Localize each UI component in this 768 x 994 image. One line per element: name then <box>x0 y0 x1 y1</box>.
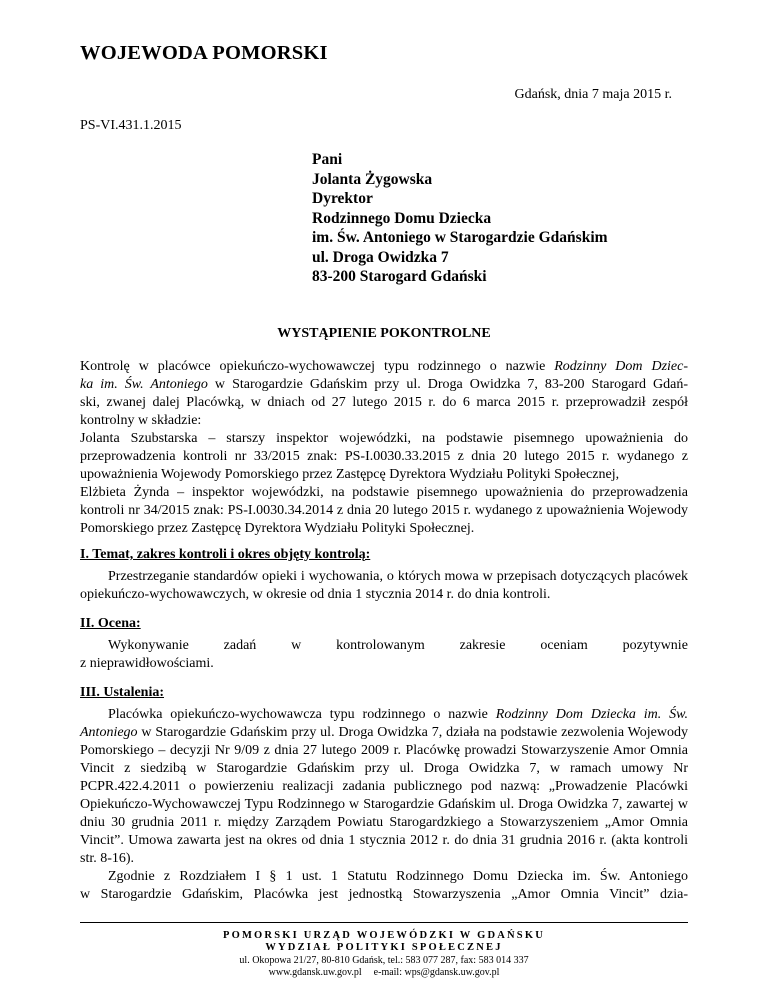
team-member-1: Jolanta Szubstarska – starszy inspektor wojewódzki, na podstawie pisemnego upoważnienia do przeprowadzenia kontroli nr 33/2015 znak: PS-I.0030.33.2015 z dnia 20 lutego 2015 r. wydanego z upoważnienia Wojewody Pomorskiego przez Zastępcę Dyrektora Wydziału Polityki Społecznej, <box>80 431 688 482</box>
findings-paragraph-1: Placówka opiekuńczo-wychowawcza typu rodzinnego o nazwie Rodzinny Dom Dziecka im. Św. Antoniego w Starogardzie Gdańskim przy ul. Droga Owidzka 7, działa na podstawie zezwolenia Wojewody Pomorskiego – decyzji Nr 9/09 z dnia 27 lutego 2009 r. Placówkę prowadzi Stowarzyszenie Amor Omnia Vincit z siedzibą w Starogardzie Gdańskim przy ul. Droga Owidzka 7, w ramach umowy Nr PCPR.422.4.2011 o powierzeniu realizacji zadania publicznego pod nazwą: „Prowadzenie Placówki Opiekuńczo-Wychowawczej Typu Rodzinnego w Starogardzie Gdańskim ul. Droga Owidzka 7, zawartej w dniu 30 grudnia 2011 r. między Zarządem Powiatu Starogardzkiego a Stowarzyszeniem „Amor Omnia Vincit”. Umowa zawarta jest na okres od dnia 1 stycznia 2012 r. do dnia 31 grudnia 2016 r. (akta kontroli str. 8-16). <box>80 707 688 866</box>
footer-address: ul. Okopowa 21/27, 80-810 Gdańsk, tel.: 583 077 287, fax: 583 014 337 <box>239 955 529 966</box>
recipient-city: 83-200 Starogard Gdański <box>312 268 487 285</box>
footer-email: e-mail: wps@gdansk.uw.gov.pl <box>373 967 500 978</box>
findings-paragraph-2-line-2: w Starogardzie Gdańskim, Placówka jest jednostką Stowarzyszenia „Amor Omnia Vincit” dzia- <box>80 887 688 902</box>
intro-line-1: Kontrolę w placówce opiekuńczo-wychowawczej typu rodzinnego o nazwie Rodzinny Dom Dziec- <box>80 359 688 374</box>
recipient-salutation: Pani <box>312 151 343 168</box>
section-3-heading: III. Ustalenia: <box>80 685 165 700</box>
intro-line-2: ka im. Św. Antoniego w Starogardzie Gdańskim przy ul. Droga Owidzka 7, 83-200 Starogard Gdań- <box>80 377 688 392</box>
section-1-text: Przestrzeganie standardów opieki i wychowania, o których mowa w przepisach dotyczących placówek opiekuńczo-wychowawczych, w okresie od dnia 1 stycznia 2014 r. do dnia kontroli. <box>80 569 688 602</box>
footer-office-name: POMORSKI URZĄD WOJEWÓDZKI W GDAŃSKU <box>222 930 546 941</box>
footer-contact <box>0 967 768 979</box>
recipient-institution: Rodzinnego Domu Dziecka <box>312 209 492 227</box>
findings-paragraph-2-line-1: Zgodnie z Rozdziałem I § 1 ust. 1 Statutu Rodzinnego Domu Dziecka im. Św. Antoniego <box>108 869 688 884</box>
recipient-institution-name: im. Św. Antoniego w Starogardzie Gdańskim <box>312 229 608 246</box>
footer-divider <box>80 922 688 923</box>
section-3-text <box>80 706 688 904</box>
case-signature: PS-VI.431.1.2015 <box>80 118 182 133</box>
assessment-line-2: z nieprawidłowościami. <box>80 656 214 671</box>
assessment-line: Wykonywanie zadań w kontrolowanym zakresie oceniam pozytywnie <box>108 638 688 653</box>
recipient-name: Jolanta Żygowska <box>312 170 433 188</box>
document-date: Gdańsk, dnia 7 maja 2015 r. <box>514 87 672 102</box>
team-member-2: Elżbieta Żynda – inspektor wojewódzki, na podstawie pisemnego upoważnienia do przeprowadzenia kontroli nr 34/2015 znak: PS-I.0030.34.2014 z dnia 20 lutego 2015 r. wydanego z upoważnienia Wojewody Pomorskiego przez Zastępcę Dyrektora Wydziału Polityki Społecznej. <box>80 485 688 536</box>
document-heading: WYSTĄPIENIE POKONTROLNE <box>277 326 491 341</box>
document-title: WOJEWODA POMORSKI <box>80 42 328 64</box>
intro-line-3: ski, zwanej dalej Placówką, w dniach od 27 lutego 2015 r. do 6 marca 2015 r. przeprowadził zespół <box>80 395 688 410</box>
recipient-street: ul. Droga Owidzka 7 <box>312 248 449 266</box>
intro-line-4: kontrolny w składzie: <box>80 413 202 428</box>
footer-website: www.gdansk.uw.gov.pl <box>268 967 362 978</box>
recipient-position: Dyrektor <box>312 190 373 207</box>
footer-department-name: WYDZIAŁ POLITYKI SPOŁECZNEJ <box>265 942 503 953</box>
recipient-address <box>312 150 608 287</box>
section-1-heading: I. Temat, zakres kontroli i okres objęty kontrolą: <box>80 547 371 562</box>
section-2-heading: II. Ocena: <box>80 616 141 631</box>
intro-paragraph <box>80 358 688 538</box>
section-2-text <box>80 637 688 673</box>
